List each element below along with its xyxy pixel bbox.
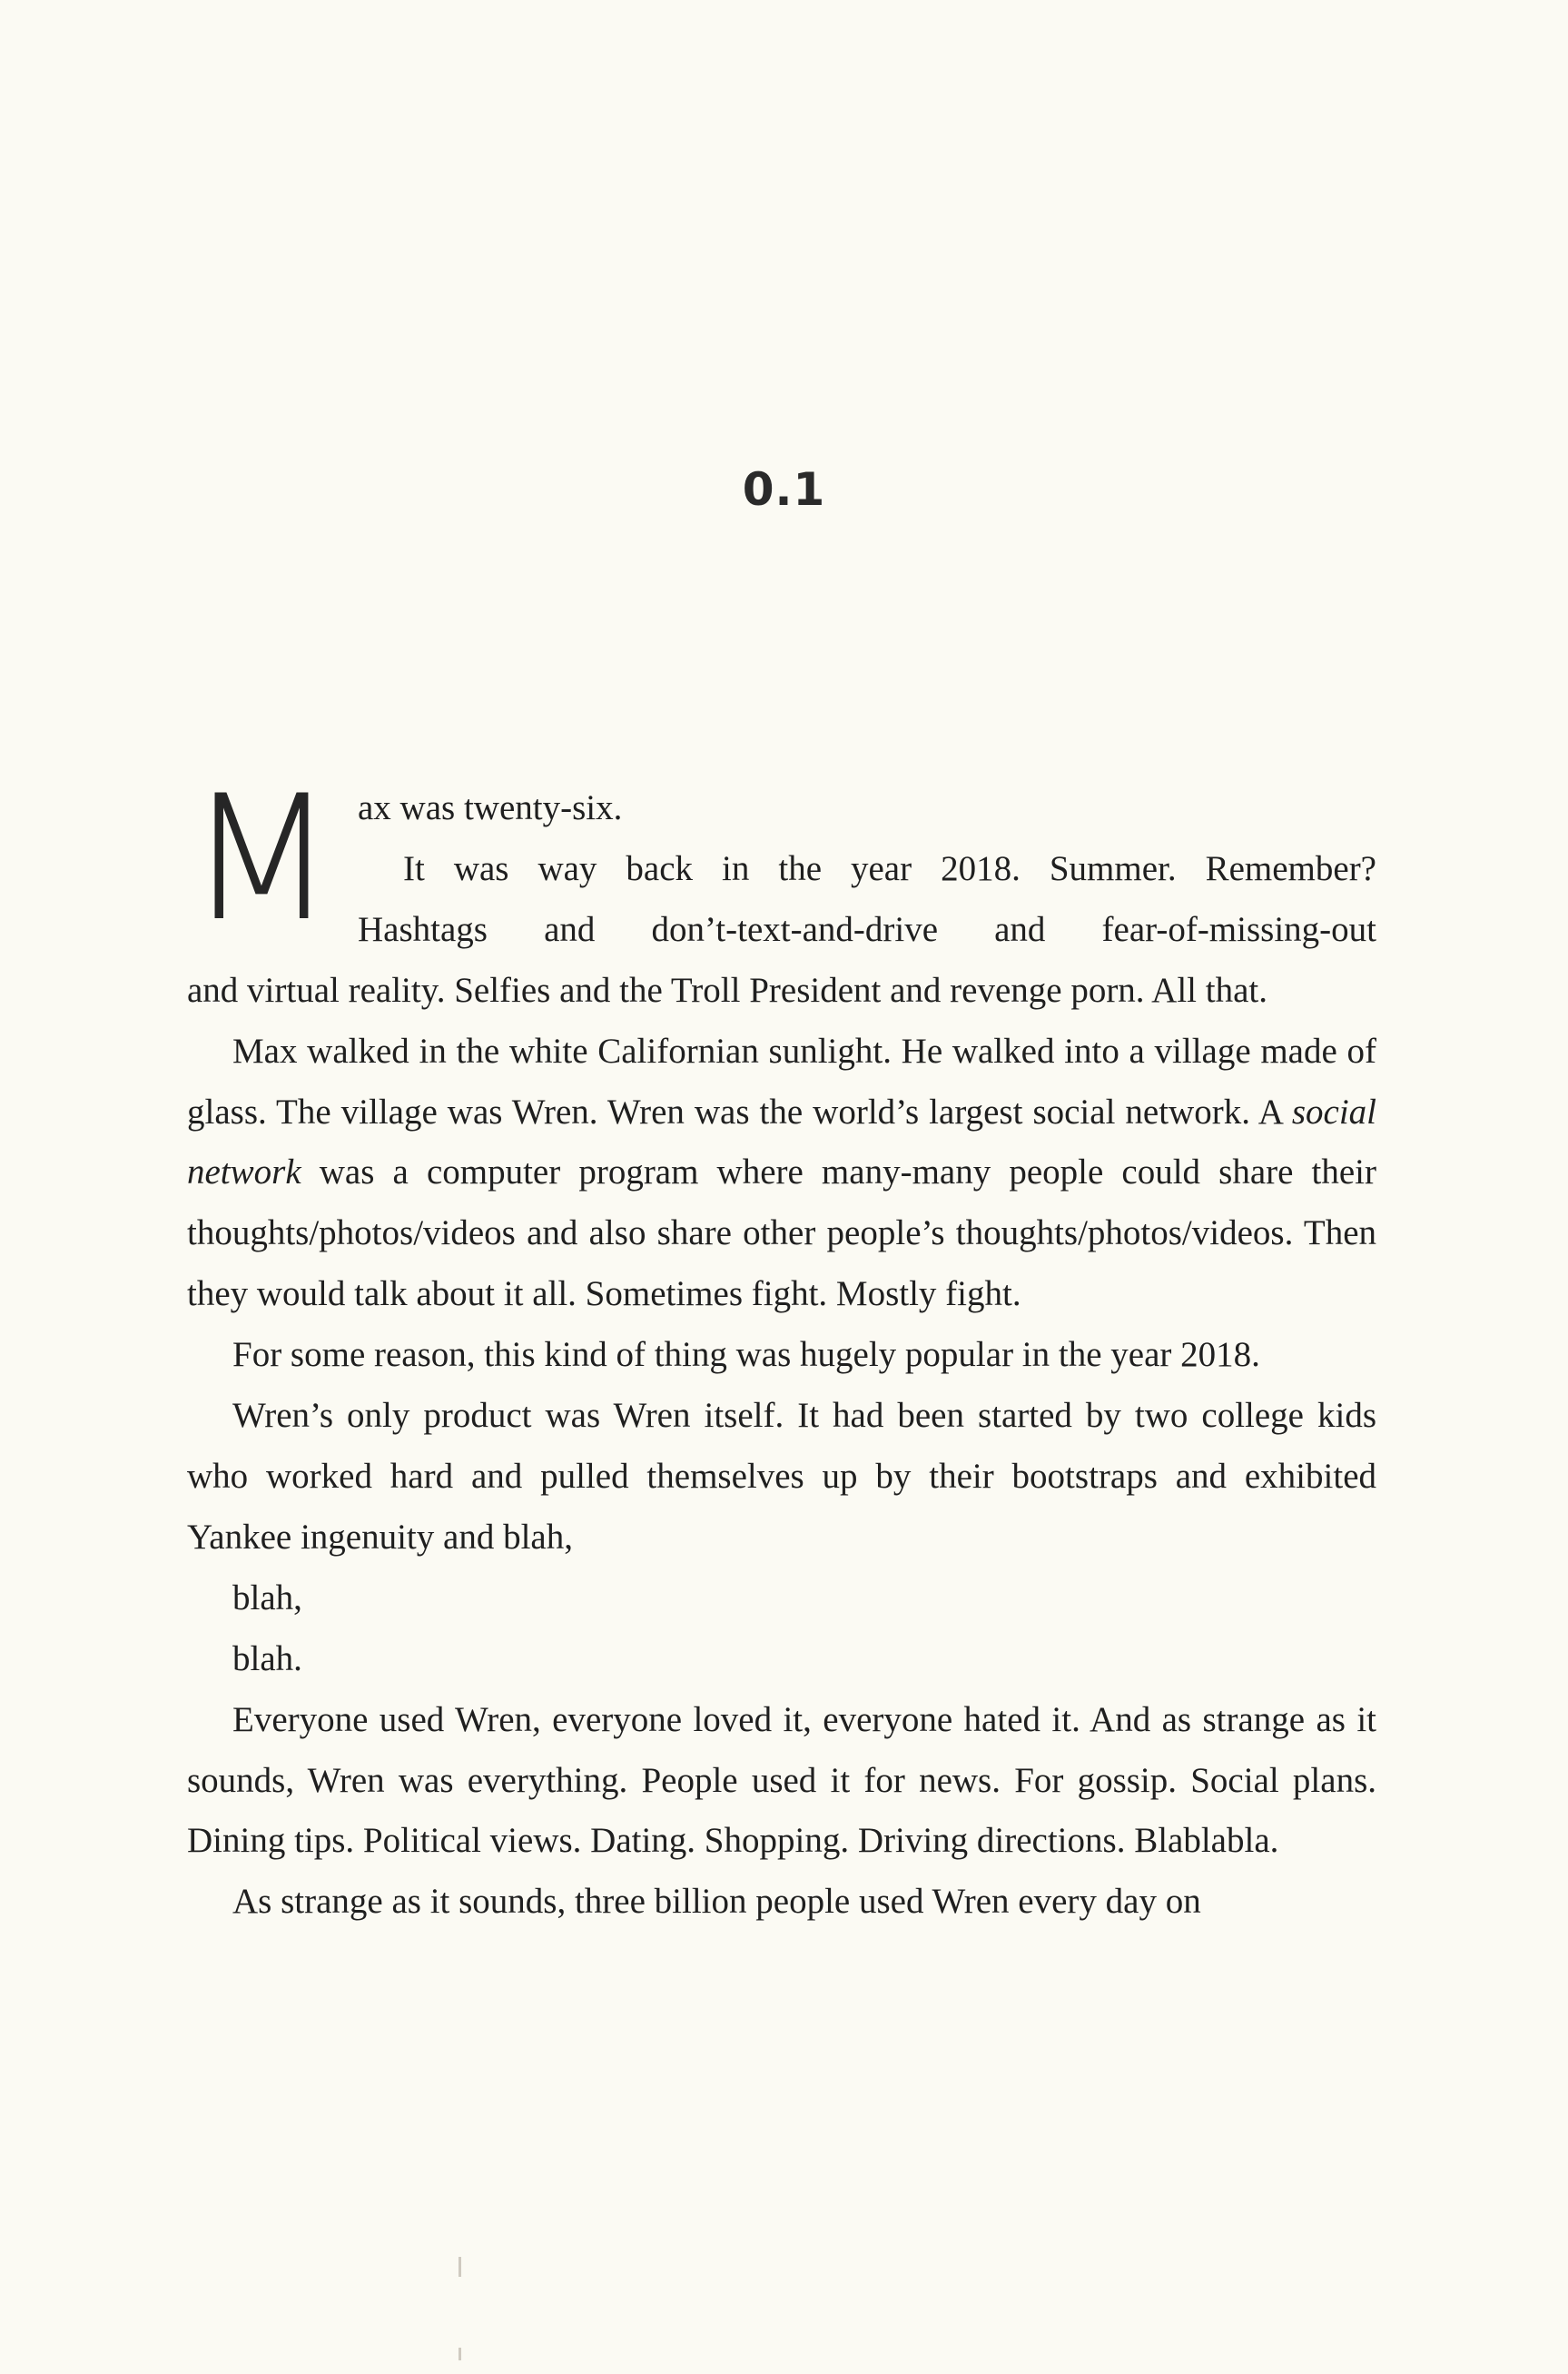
paragraph-blah-2: blah.: [232, 1638, 302, 1678]
paragraph-social-network: [187, 1022, 1376, 1326]
paragraph-text: was a computer program where many-many people could share their thoughts/photos/videos and also share other people’s thoughts/photos/videos. Then they would talk about it all. Sometimes fight. Mostly fight.: [187, 1152, 1376, 1314]
opening-paragraph-rest: and virtual reality. Selfies and the Troll President and revenge porn. All that.: [187, 970, 1267, 1010]
opening-paragraph: [187, 758, 1376, 1022]
scan-speck: [459, 2257, 461, 2277]
opening-line-1: ax was twenty-six.: [358, 788, 623, 827]
paragraph-blah-1: blah,: [232, 1578, 302, 1617]
scan-speck: [459, 2348, 461, 2360]
opening-line-2: It was way back in the year 2018. Summer. Remember?: [403, 848, 1376, 888]
paragraph-popular: For some reason, this kind of thing was hugely popular in the year 2018.: [232, 1335, 1260, 1375]
paragraph-text: Max walked in the white Californian sunlight. He walked into a village made of glass. The village was Wren. Wren was the world’s largest social network. A: [187, 1031, 1376, 1132]
paragraph-product: Wren’s only product was Wren itself. It had been started by two college kids who worked hard and pulled themselves up by their bootstraps and exhibited Yankee ingenuity and blah,: [187, 1396, 1376, 1557]
drop-cap-letter: M: [187, 758, 332, 959]
italic-term: social network: [187, 1092, 1376, 1192]
body-text: [187, 758, 1376, 1933]
opening-line-3: Hashtags and don’t-text-and-drive and fear-of-missing-out: [358, 909, 1376, 949]
paragraph-everyone: Everyone used Wren, everyone loved it, everyone hated it. And as strange as it sounds, Wren was everything. People used it for news. For gossip. Social plans. Dining tips. Political views. Dating. Shopping. Driving directions. Blablabla.: [187, 1699, 1376, 1861]
paragraph-three-billion: As strange as it sounds, three billion people used Wren every day on: [232, 1882, 1201, 1922]
chapter-number: 0.1: [742, 463, 826, 516]
